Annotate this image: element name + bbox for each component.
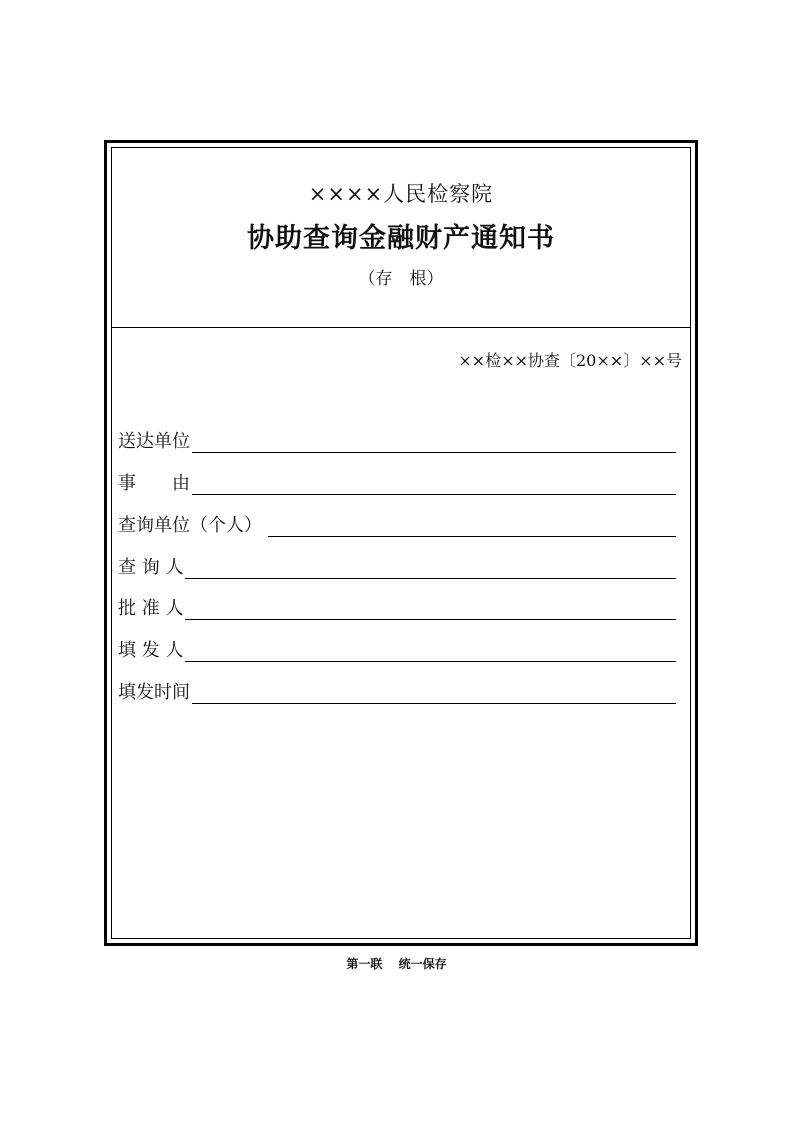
field-label: 批 准 人 bbox=[118, 598, 184, 619]
issuer-blank[interactable] bbox=[185, 641, 676, 662]
document-number: ××检××协查〔20××〕××号 bbox=[458, 351, 682, 370]
field-issuer bbox=[118, 633, 676, 663]
field-label: 事 由 bbox=[118, 473, 190, 494]
footer-note: 第一联 统一保存 bbox=[346, 957, 447, 971]
issuer-name: ××××人民检察院 bbox=[308, 182, 494, 206]
document-outer-border bbox=[104, 140, 698, 946]
field-inquirer bbox=[118, 550, 676, 580]
field-label: 填发时间 bbox=[118, 682, 190, 703]
field-label: 查询单位（个人） bbox=[118, 515, 262, 536]
document-title: 协助查询金融财产通知书 bbox=[247, 223, 555, 254]
document-inner-border bbox=[111, 147, 691, 939]
issue-time-blank[interactable] bbox=[192, 683, 676, 704]
field-issue-time bbox=[118, 675, 676, 705]
field-reason bbox=[118, 466, 676, 496]
field-label: 查 询 人 bbox=[118, 557, 184, 578]
field-approver bbox=[118, 591, 676, 621]
inquirer-blank[interactable] bbox=[185, 558, 676, 579]
approver-blank[interactable] bbox=[185, 599, 676, 620]
field-label: 填 发 人 bbox=[118, 640, 184, 661]
delivery-unit-blank[interactable] bbox=[192, 432, 676, 453]
stub-label: （存 根） bbox=[358, 269, 444, 289]
header-section bbox=[112, 148, 690, 328]
inquiry-unit-blank[interactable] bbox=[268, 516, 676, 537]
reason-blank[interactable] bbox=[192, 474, 676, 495]
field-delivery-unit bbox=[118, 424, 676, 454]
field-label: 送达单位 bbox=[118, 431, 190, 452]
field-inquiry-unit bbox=[118, 508, 676, 538]
